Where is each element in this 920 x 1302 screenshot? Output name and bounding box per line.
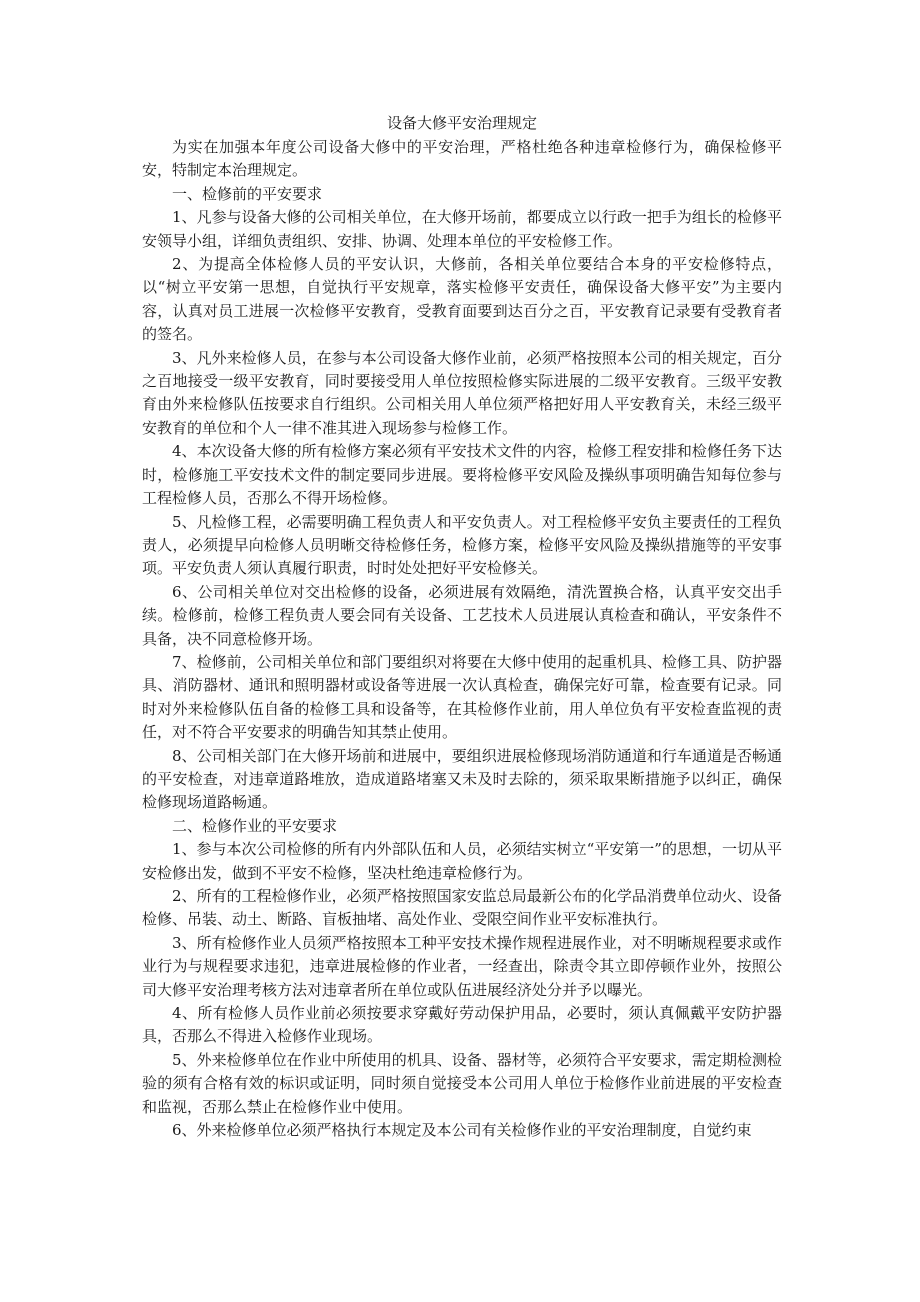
section-1-item-8: 8、公司相关部门在大修开场前和进展中，要组织进展检修现场消防通道和行车通道是否畅通的平安检查，对违章道路堆放，造成道路堵塞又未及时去除的，须采取果断措施予以纠正，确保检修现场道路畅通。 <box>142 746 782 812</box>
section-1-item-4: 4、本次设备大修的所有检修方案必须有平安技术文件的内容，检修工程安排和检修任务下达时，检修施工平安技术文件的制定要同步进展。要将检修平安风险及操纵事项明确告知每位参与工程检修人员，否那么不得开场检修。 <box>142 442 782 508</box>
section-2-heading: 二、检修作业的平安要求 <box>172 816 338 835</box>
section-2-item-2: 2、所有的工程检修作业，必须严格按照国家安监总局最新公布的化学品消费单位动火、设备检修、吊装、动土、断路、盲板抽堵、高处作业、受限空间作业平安标准执行。 <box>142 887 782 929</box>
section-1-item-1: 1、凡参与设备大修的公司相关单位，在大修开场前，都要成立以行政一把手为组长的检修平安领导小组，详细负责组织、安排、协调、处理本单位的平安检修工作。 <box>142 208 782 250</box>
intro-paragraph: 为实在加强本年度公司设备大修中的平安治理，严格杜绝各种违章检修行为，确保检修平安，特制定本治理规定。 <box>142 138 782 180</box>
section-1-item-3: 3、凡外来检修人员，在参与本公司设备大修作业前，必须严格按照本公司的相关规定，百分之百地接受一级平安教育，同时要接受用人单位按照检修实际进展的二级平安教育。三级平安教育由外来检修队伍按要求自行组织。公司相关用人单位须严格把好用人平安教育关，未经三级平安教育的单位和个人一律不准其进入现场参与检修工作。 <box>142 348 782 437</box>
document-title: 设备大修平安治理规定 <box>386 114 537 132</box>
section-1-heading: 一、检修前的平安要求 <box>172 184 323 203</box>
section-2-item-1: 1、参与本次公司检修的所有内外部队伍和人员，必须结实树立“平安第一”的思想，一切从平安检修出发，做到不平安不检修，坚决杜绝违章检修行为。 <box>142 840 782 882</box>
section-1-item-5: 5、凡检修工程，必需要明确工程负责人和平安负责人。对工程检修平安负主要责任的工程负责人，必须提早向检修人员明晰交待检修任务，检修方案，检修平安风险及操纵措施等的平安事项。平安负责人须认真履行职责，时时处处把好平安检修关。 <box>142 512 782 578</box>
section-1-item-2: 2、为提高全体检修人员的平安认识，大修前，各相关单位要结合本身的平安检修特点，以“树立平安第一思想，自觉执行平安规章，落实检修平安责任，确保设备大修平安”为主要内容，认真对员工进展一次检修平安教育，受教育面要到达百分之百，平安教育记录要有受教育者的签名。 <box>142 255 782 344</box>
section-2-item-6: 6、外来检修单位必须严格执行本规定及本公司有关检修作业的平安治理制度，自觉约束 <box>172 1121 752 1140</box>
section-2-item-3: 3、所有检修作业人员须严格按照本工种平安技术操作规程进展作业，对不明晰规程要求或作业行为与规程要求违犯，违章进展检修的作业者，一经查出，除责令其立即停顿作业外，按照公司大修平安治理考核方法对违章者所在单位或队伍进展经济处分并予以曝光。 <box>142 933 782 999</box>
section-2-item-5: 5、外来检修单位在作业中所使用的机具、设备、器材等，必须符合平安要求，需定期检测检验的须有合格有效的标识或证明，同时须自觉接受本公司用人单位于检修作业前进展的平安检查和监视，否那么禁止在检修作业中使用。 <box>142 1050 782 1116</box>
document-page <box>142 112 782 1142</box>
section-2-item-4: 4、所有检修人员作业前必须按要求穿戴好劳动保护用品，必要时，须认真佩戴平安防护器具，否那么不得进入检修作业现场。 <box>142 1004 782 1046</box>
section-1-item-6: 6、公司相关单位对交出检修的设备，必须进展有效隔绝，清洗置换合格，认真平安交出手续。检修前，检修工程负责人要会同有关设备、工艺技术人员进展认真检查和确认，平安条件不具备，决不同意检修开场。 <box>142 582 782 648</box>
section-1-item-7: 7、检修前，公司相关单位和部门要组织对将要在大修中使用的起重机具、检修工具、防护器具、消防器材、通讯和照明器材或设备等进展一次认真检查，确保完好可靠，检查要有记录。同时对外来检修队伍自备的检修工具和设备等，在其检修作业前，用人单位负有平安检查监视的责任，对不符合平安要求的明确告知其禁止使用。 <box>142 652 782 742</box>
